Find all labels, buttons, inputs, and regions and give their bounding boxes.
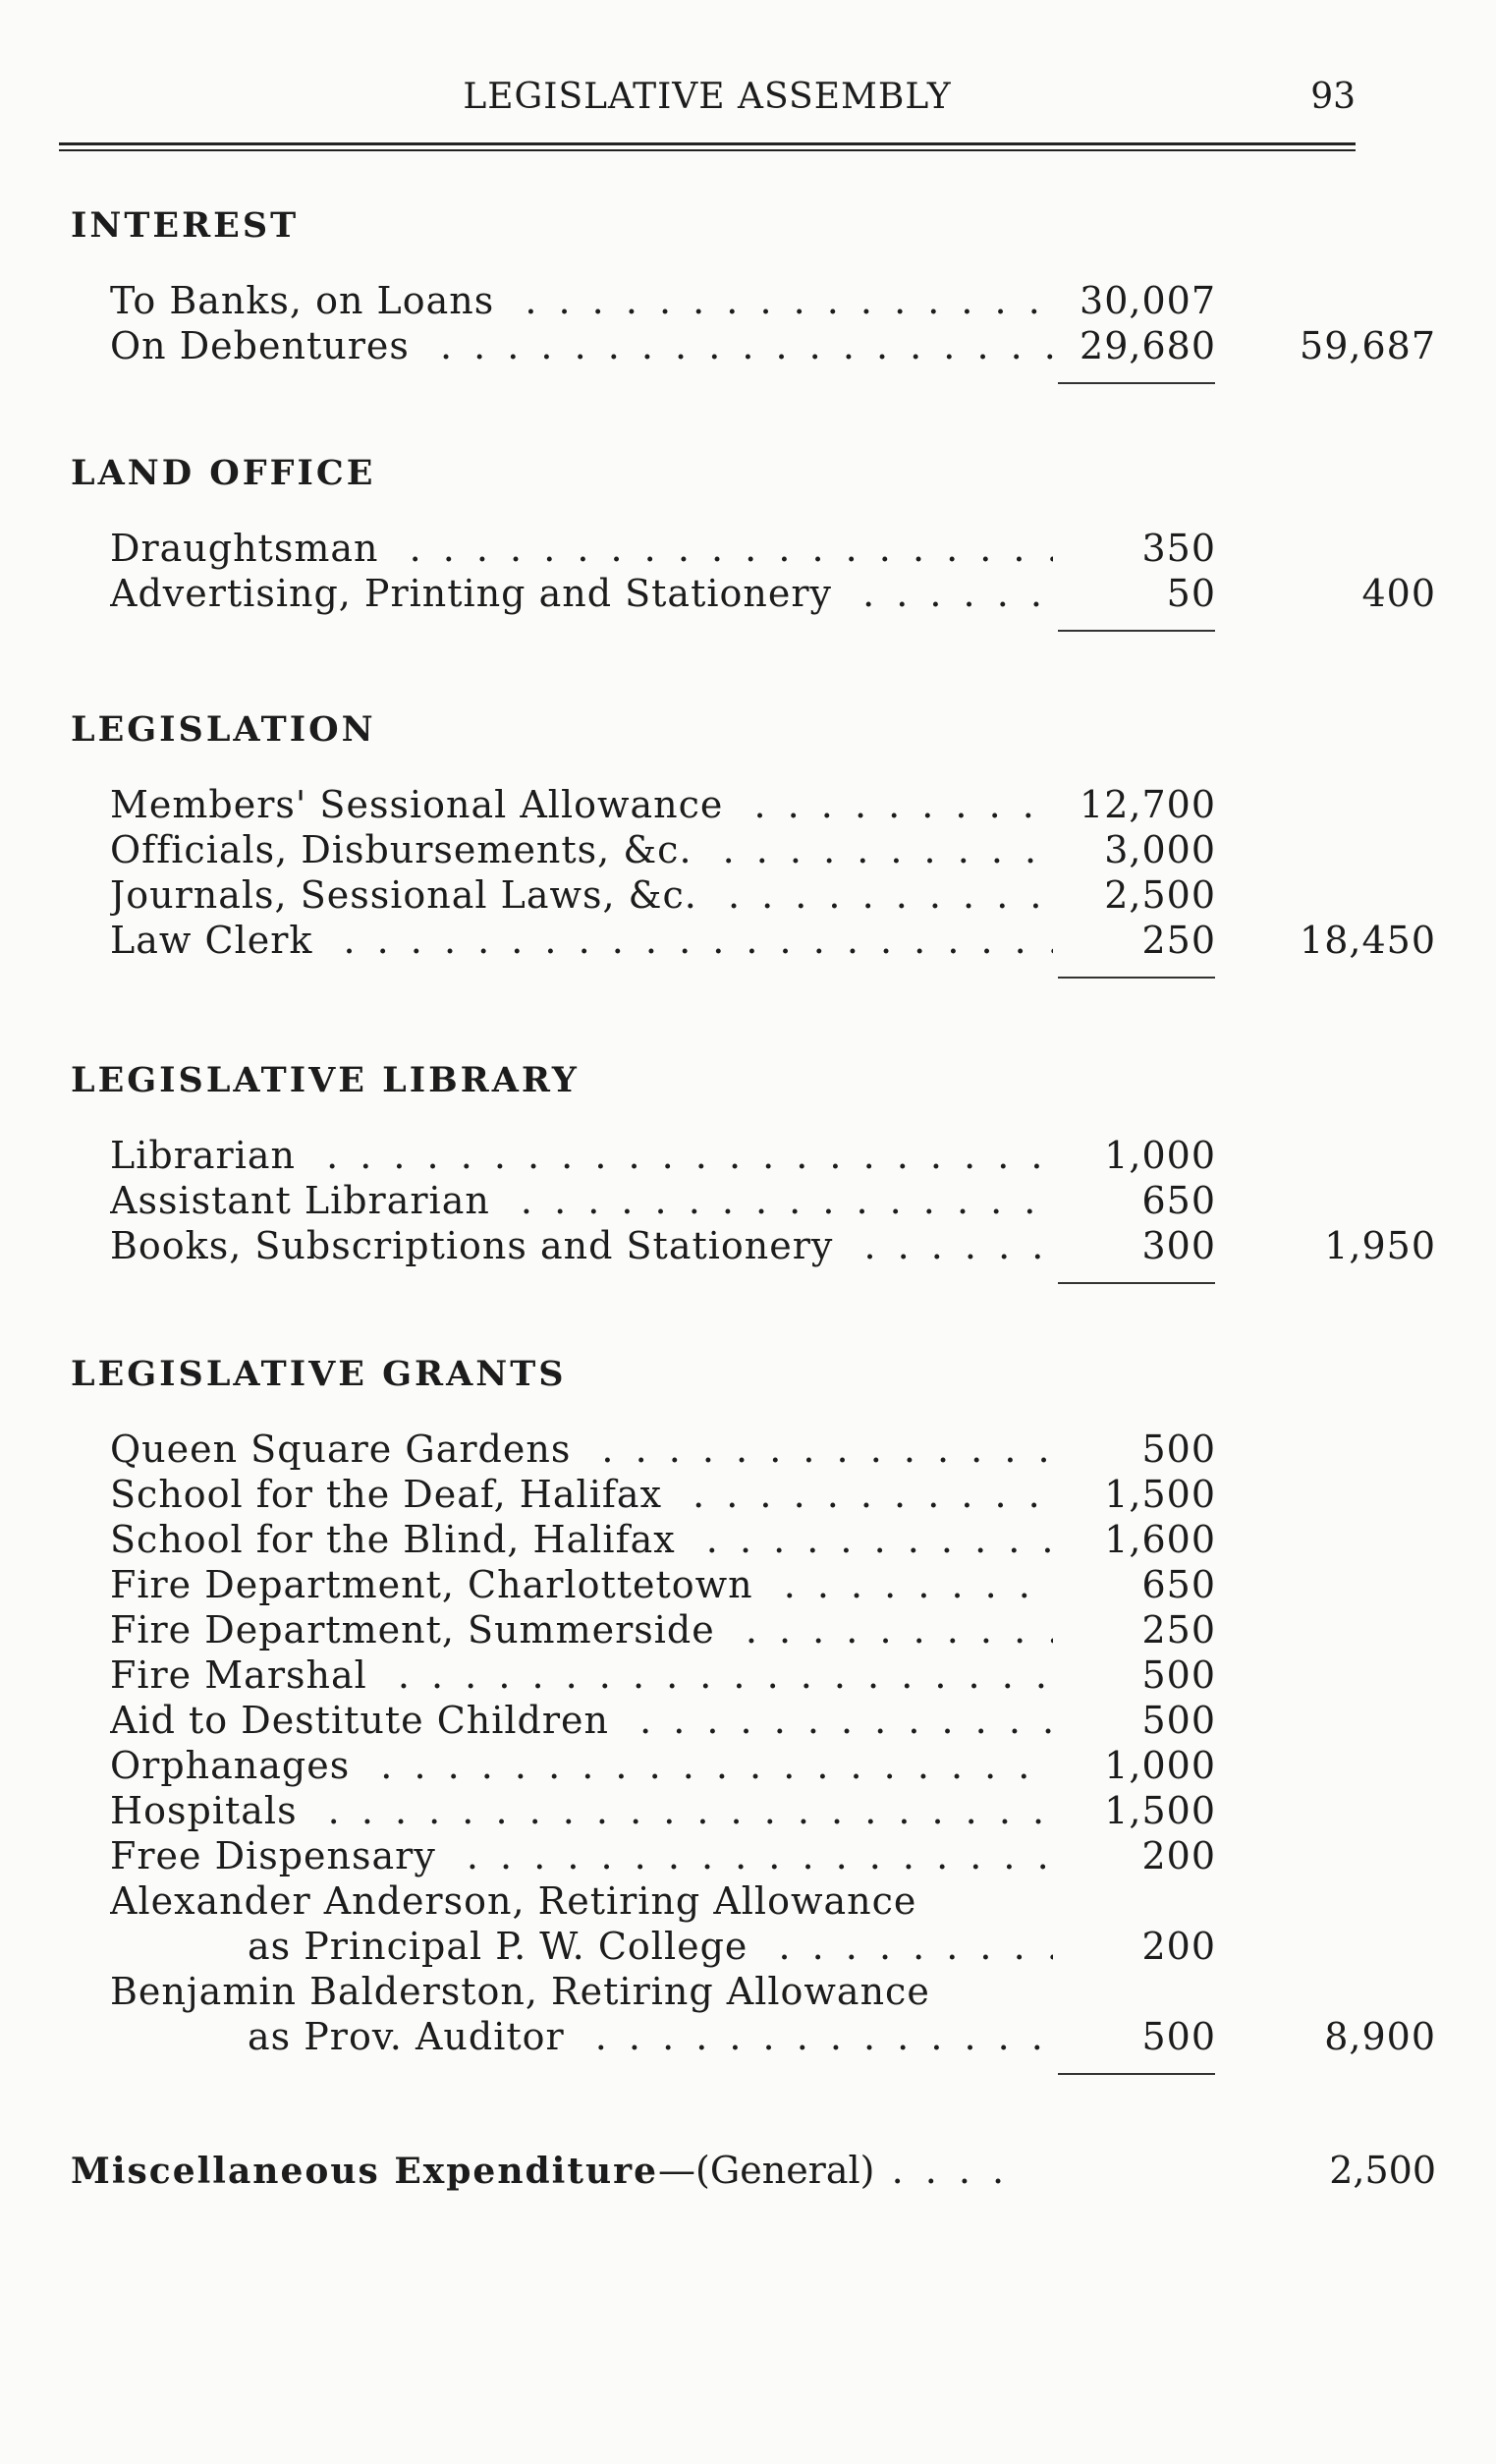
item-amount: 650 [1141, 1179, 1216, 1222]
item-label: School for the Deaf, Halifax . . . [110, 1472, 1053, 1517]
list-item [71, 1133, 1367, 1178]
item-amount: 1,500 [1104, 1473, 1216, 1516]
item-label: Draughtsman . . . [110, 526, 1053, 571]
list-item [71, 1517, 1367, 1562]
item-amount: 500 [1141, 1653, 1216, 1697]
item-amount: 200 [1141, 1925, 1216, 1968]
list-item [71, 278, 1367, 323]
list-item [71, 1833, 1367, 1878]
item-label: as Principal P. W. College . . . [248, 1924, 1053, 1969]
list-item [71, 1698, 1367, 1743]
item-label: Law Clerk . . . [110, 918, 1053, 963]
misc-label [71, 2146, 1009, 2196]
sum-rule [1058, 1282, 1215, 1284]
section-heading: LAND OFFICE [71, 453, 376, 493]
list-item [71, 2014, 1436, 2059]
misc-label-rest: —(General) [658, 2149, 875, 2192]
item-label: On Debentures . . . [110, 323, 1053, 368]
item-label: Benjamin Balderston, Retiring Allowance [110, 1969, 1053, 2014]
list-item [71, 1969, 1367, 2014]
misc-expenditure-row [71, 2146, 1436, 2195]
section-legislation [71, 705, 1436, 979]
misc-label-bold: Miscellaneous Expenditure [71, 2151, 659, 2192]
item-amount: 12,700 [1080, 783, 1216, 826]
list-item [71, 1743, 1367, 1788]
item-amount: 250 [1141, 1608, 1216, 1652]
header-double-rule [59, 142, 1356, 151]
item-label: Fire Department, Summerside . . . [110, 1607, 1053, 1652]
list-item [71, 1607, 1367, 1652]
list-item [71, 782, 1367, 827]
item-amount: 1,600 [1104, 1518, 1216, 1561]
item-list [71, 1133, 1436, 1268]
item-amount: 650 [1141, 1563, 1216, 1606]
item-total: 400 [1361, 572, 1436, 615]
item-total: 1,950 [1324, 1224, 1436, 1267]
list-item [71, 526, 1367, 571]
item-amount: 250 [1141, 919, 1216, 962]
item-label: Hospitals . . . [110, 1788, 1053, 1833]
list-item [71, 1788, 1367, 1833]
item-label: Officials, Disbursements, &c. . . . [110, 827, 1053, 872]
item-total: 18,450 [1300, 919, 1436, 962]
list-item [71, 1223, 1436, 1268]
item-amount: 500 [1141, 1699, 1216, 1742]
item-amount: 1,500 [1104, 1789, 1216, 1832]
item-amount: 29,680 [1080, 324, 1216, 367]
item-label: Journals, Sessional Laws, &c. . . . [110, 872, 1053, 918]
list-item [71, 1652, 1367, 1698]
section-land-office [71, 449, 1436, 632]
section-heading: LEGISLATIVE GRANTS [71, 1354, 567, 1394]
section-legislative-library [71, 1056, 1436, 1284]
item-amount: 3,000 [1104, 828, 1216, 871]
page-number: 93 [1310, 77, 1356, 117]
running-head [59, 77, 1356, 126]
list-item [71, 1427, 1367, 1472]
item-label: School for the Blind, Halifax . . . [110, 1517, 1053, 1562]
list-item [71, 571, 1436, 616]
item-total: 59,687 [1300, 324, 1436, 367]
item-amount: 500 [1141, 2015, 1216, 2058]
item-amount: 2,500 [1104, 873, 1216, 917]
item-label: Members' Sessional Allowance . . . [110, 782, 1053, 827]
list-item [71, 918, 1436, 963]
list-item [71, 872, 1367, 918]
item-label: Fire Marshal . . . [110, 1652, 1053, 1698]
item-label: Books, Subscriptions and Stationery . . . [110, 1223, 1053, 1268]
section-legislative-grants [71, 1350, 1436, 2075]
item-amount: 1,000 [1104, 1134, 1216, 1177]
item-list [71, 782, 1436, 963]
list-item [71, 1878, 1367, 1924]
item-amount: 300 [1141, 1224, 1216, 1267]
list-item [71, 1924, 1367, 1969]
sum-rule [1058, 382, 1215, 384]
item-amount: 50 [1166, 572, 1216, 615]
section-interest [71, 201, 1436, 384]
item-total: 8,900 [1324, 2015, 1436, 2058]
item-amount: 350 [1141, 527, 1216, 570]
misc-total: 2,500 [1329, 2149, 1436, 2192]
list-item [71, 323, 1436, 368]
item-label: To Banks, on Loans . . . [110, 278, 1053, 323]
item-label: Assistant Librarian . . . [110, 1178, 1053, 1223]
sum-rule [1058, 977, 1215, 979]
list-item [71, 1472, 1367, 1517]
section-heading: LEGISLATION [71, 709, 376, 750]
item-list [71, 526, 1436, 616]
list-item [71, 1178, 1367, 1223]
sum-rule [1058, 2073, 1215, 2075]
list-item [71, 1562, 1367, 1607]
sum-rule [1058, 630, 1215, 632]
item-amount: 1,000 [1104, 1744, 1216, 1787]
item-amount: 200 [1141, 1834, 1216, 1877]
item-list [71, 278, 1436, 368]
misc-dots: . . . . [874, 2149, 1010, 2192]
item-label: Queen Square Gardens . . . [110, 1427, 1053, 1472]
list-item [71, 827, 1367, 872]
item-label: Librarian . . . [110, 1133, 1053, 1178]
section-heading: INTEREST [71, 205, 300, 246]
running-title: LEGISLATIVE ASSEMBLY [463, 77, 952, 117]
item-label: as Prov. Auditor . . . [248, 2014, 1053, 2059]
section-heading: LEGISLATIVE LIBRARY [71, 1060, 580, 1100]
item-label: Alexander Anderson, Retiring Allowance [110, 1878, 1053, 1924]
item-label: Fire Department, Charlottetown . . . [110, 1562, 1053, 1607]
item-label: Orphanages . . . [110, 1743, 1053, 1788]
item-label: Aid to Destitute Children . . . [110, 1698, 1053, 1743]
item-list [71, 1427, 1436, 2059]
item-amount: 500 [1141, 1428, 1216, 1471]
item-label: Advertising, Printing and Stationery . . . [110, 571, 1053, 616]
item-amount: 30,007 [1080, 279, 1216, 322]
item-label: Free Dispensary . . . [110, 1833, 1053, 1878]
